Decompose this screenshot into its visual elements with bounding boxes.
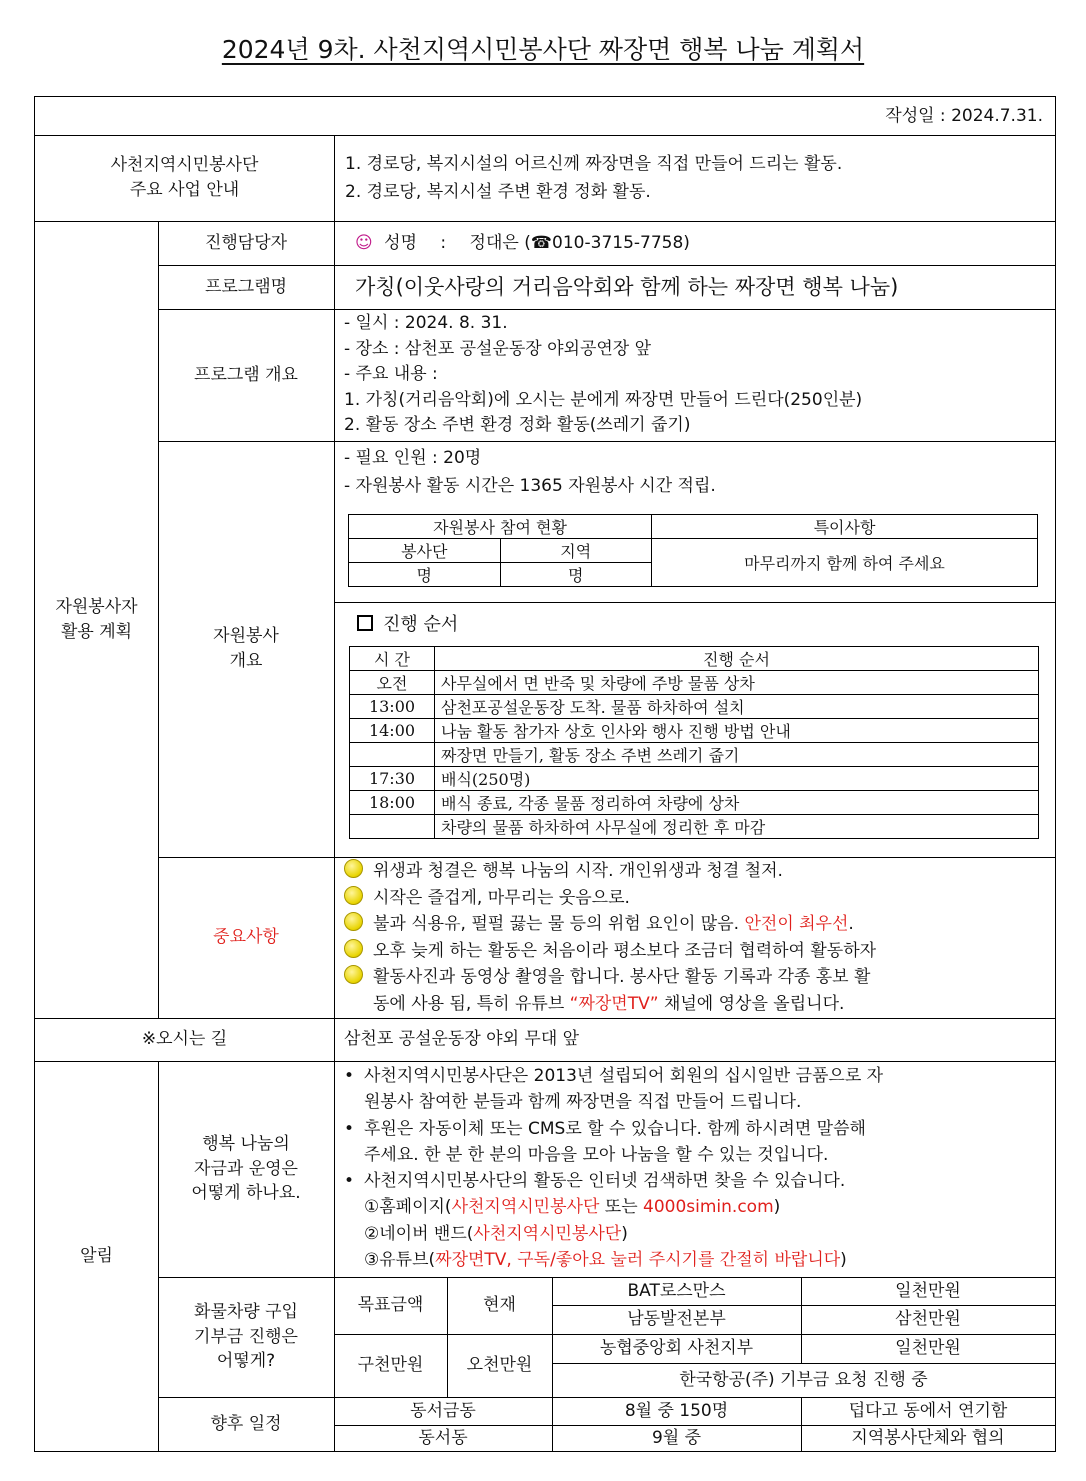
order-row: 14:00 나눔 활동 참가자 상호 인사와 행사 진행 방법 안내 [350,719,1039,743]
smiley-icon [344,912,363,931]
important-item: 위생과 청결은 행복 나눔의 시작. 개인위생과 청결 철저. [344,858,1049,885]
volunteer-lines: - 필요 인원 : 20명 - 자원봉사 활동 시간은 1365 자원봉사 시간 적립. [344,448,716,496]
page-title: 2024년 9차. 사천지역시민봉사단 짜장면 행복 나눔 계획서 [221,35,865,64]
funding-bullet: • 후원은 자동이체 또는 CMS로 할 수 있습니다. 함께 하시려면 말씀해 [344,1118,866,1139]
smiley-icon [344,939,363,958]
donor-name: 농협중앙회 사천지부 [599,1338,754,1359]
overview-label: 프로그램 개요 [194,364,298,385]
donor-name: BAT로스만스 [627,1280,726,1301]
checkbox-icon [357,615,373,631]
order-row: 오전 사무실에서 면 반죽 및 차량에 주방 물품 상차 [350,671,1039,695]
naver-band-link: ②네이버 밴드(사천지역시민봉사단) [364,1223,628,1244]
directions-value: 삼천포 공설운동장 야외 무대 앞 [344,1029,580,1049]
important-label: 중요사항 [213,927,279,948]
funding-label: 행복 나눔의 자금과 운영은 어떻게 하나요. [191,1134,301,1204]
order-row: 짜장면 만들기, 활동 장소 주변 쓰레기 줍기 [350,743,1039,767]
program-name: 가칭(이웃사랑의 거리음악회와 함께 하는 짜장면 행복 나눔) [355,275,899,299]
funding-bullet: • 사천지역시민봉사단은 2013년 설립되어 회원의 십시일반 금품으로 자 [344,1066,884,1086]
schedule-place: 동서동 [418,1427,468,1448]
donor-name: 남동발전본부 [627,1309,726,1330]
important-item: 시작은 즐겁게, 마무리는 웃음으로. [344,885,1049,912]
funding-lines: • 사천지역시민봉사단은 2013년 설립되어 회원의 십시일반 금품으로 자 원봉사 참여한 분들과 함께 짜장면을 직접 만들어 드립니다. • 후원은 자동이체 또는 CMS로 할 수 있습니다. 함께 하시려면 말씀해 주세요. 한 분 한 분의 마음을 모아 나눔을 할 수 있는 것입니다. • 사천지역시민봉사단의 활동은 인터넷 검색하면 찾을 수 있습니다. ①홈페이지(사천지역시민봉사단 또는 4000simin.com) ②네이버 밴드(사천지역시민봉사단) ③유튜브(짜장면TV, 구독/좋아요 눌러 주시기를 간절히 바랍니다) [344,1063,1054,1273]
smiley-icon [344,965,363,984]
manager-name: 정대은 [469,233,519,253]
goal-label: 목표금액 [357,1295,424,1316]
order-row: 17:30 배식(250명) [350,767,1039,791]
manager-phone: (☎010-3715-7758) [524,233,690,253]
schedule-note: 덥다고 동에서 연기함 [848,1400,1008,1421]
business-items [345,150,842,206]
current-label: 현재 [483,1295,516,1316]
program-label: 프로그램명 [204,276,288,297]
important-item: 불과 식용유, 펄펄 끓는 물 등의 위험 요인이 많음. 안전이 최우선. [344,911,1049,938]
manager-info: ☺ 성명 : 정대은 (☎010-3715-7758) [355,233,690,253]
goal-value: 구천만원 [357,1355,424,1376]
donor-amount: 삼천만원 [895,1309,961,1330]
order-row: 13:00 삼천포공설운동장 도착. 물품 하차하여 설치 [350,695,1039,719]
written-date: 작성일 : 2024.7.31. [885,106,1043,126]
schedule-place: 동서금동 [410,1400,476,1421]
business-label: 사천지역시민봉사단 주요 사업 안내 [110,155,259,200]
order-row: 차량의 물품 하차하여 사무실에 정리한 후 마감 [350,815,1039,839]
homepage-link: ①홈페이지(사천지역시민봉사단 또는 4000simin.com) [364,1197,781,1218]
manager-label: 진행담당자 [204,232,288,253]
business-item: 2. 경로당, 복지시설 주변 환경 정화 활동. [345,182,651,203]
important-item: 오후 늦게 하는 활동은 처음이라 평소보다 조금더 협력하여 활동하자 [344,938,1049,965]
notice-label: 알림 [80,1245,113,1266]
donor-pending: 한국항공(주) 기부금 요청 진행 중 [679,1369,928,1390]
plan-table [34,96,1056,1452]
smiley-icon [344,859,363,878]
directions-label: ※오시는 길 [141,1029,228,1050]
donor-amount: 일천만원 [895,1280,961,1301]
important-item: 활동사진과 동영상 촬영을 합니다. 봉사단 활동 기록과 각종 홍보 활 [344,964,1049,991]
volunteer-plan-label: 자원봉사자 활용 계획 [55,596,138,642]
youtube-link: ③유튜브(짜장면TV, 구독/좋아요 눌러 주시기를 간절히 바랍니다) [364,1250,847,1271]
schedule-note: 지역봉사단체와 협의 [851,1427,1005,1448]
special-note: 마무리까지 함께 하여 주세요 [652,539,1038,587]
smiley-icon: ☺ [355,233,373,253]
volunteer-overview-label: 자원봉사 개요 [213,626,279,671]
volunteer-status-table: 자원봉사 참여 현황 특이사항 봉사단 지역 마무리까지 함께 하여 주세요 명 명 [348,514,1038,587]
business-item: 1. 경로당, 복지시설의 어르신께 짜장면을 직접 만들어 드리는 활동. [345,154,843,174]
overview-lines: - 일시 : 2024. 8. 31. - 장소 : 삼천포 공설운동장 야외공연장 앞 - 주요 내용 : 1. 가칭(거리음악회)에 오시는 분에게 짜장면 만들어 드린다(250인분) 2. 활동 장소 주변 환경 정화 활동(쓰레기 줍기) [344,313,863,435]
donor-amount: 일천만원 [895,1338,961,1359]
schedule-time: 8월 중 150명 [624,1400,729,1421]
order-row: 18:00 배식 종료, 각종 물품 정리하여 차량에 상차 [350,791,1039,815]
order-title: 진행 순서 [357,611,458,638]
smiley-icon [344,886,363,905]
schedule-time: 9월 중 [651,1427,702,1448]
order-table: 시 간 진행 순서 오전 사무실에서 면 반죽 및 차량에 주방 물품 상차 13:00 삼천포공설운동장 도착. 물품 하차하여 설치 14:00 나눔 활동 참가자 상호 인사와 행사 진행 방법 안내 짜장면 만들기, 활동 장소 주변 쓰레기 줍기 17:30 배식(250명) 18:00 배식 종료, 각종 물품 정리하여 차량에 상차 차량의 물품 하차하여 사무실에 정리한 후 마감 [349,646,1039,839]
truck-label: 화물차량 구입 기부금 진행은 어떻게? [194,1302,298,1372]
schedule-label: 향후 일정 [210,1413,282,1434]
important-lines: 위생과 청결은 행복 나눔의 시작. 개인위생과 청결 철저. 시작은 즐겁게, 마무리는 웃음으로. 불과 식용유, 펄펄 끓는 물 등의 위험 요인이 많음. 안전이 최우선. 오후 늦게 하는 활동은 처음이라 평소보다 조금더 협력하여 활동하자 활동사진과 동영상 촬영을 합니다. 봉사단 활동 기록과 각종 홍보 활 동에 사용 됨, 특히 유튜브 “짜장면TV” 채널에 영상을 올립니다. [344,858,1049,1017]
current-value: 오천만원 [466,1355,533,1376]
funding-bullet: • 사천지역시민봉사단의 활동은 인터넷 검색하면 찾을 수 있습니다. [344,1171,846,1192]
